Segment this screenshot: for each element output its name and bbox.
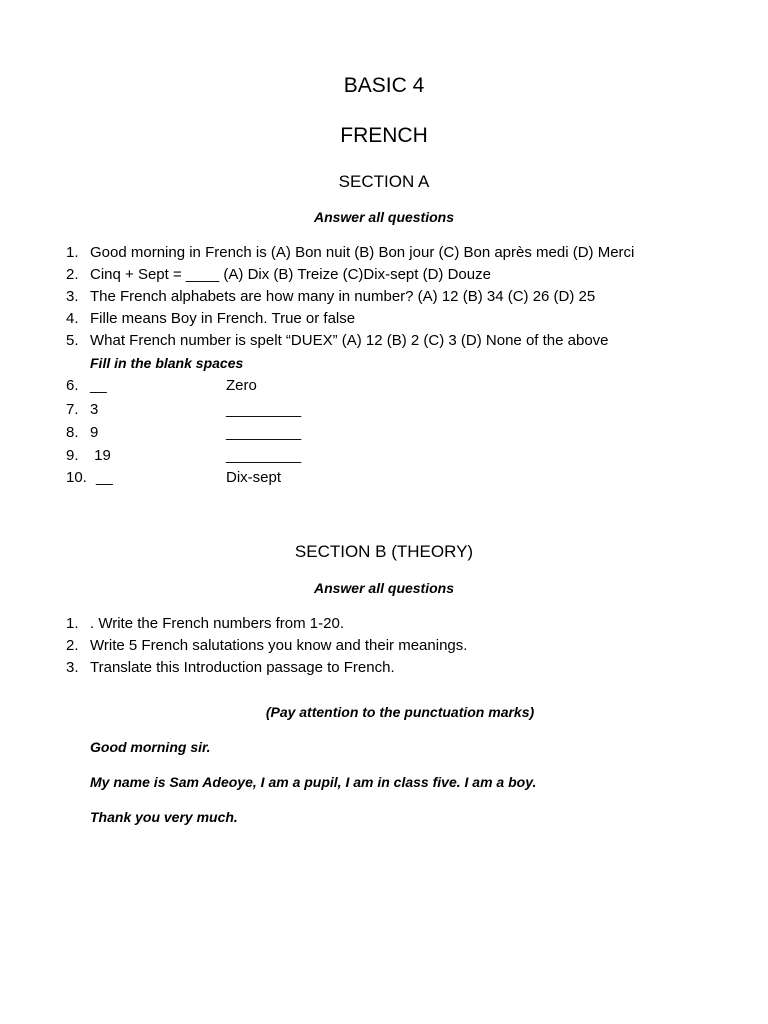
question-text: Cinq + Sept = ____ (A) Dix (B) Treize (C)Dix-sept (D) Douze: [90, 266, 491, 283]
fill-number-value: __: [96, 469, 113, 486]
section-b-title: SECTION B (THEORY): [294, 542, 474, 561]
fill-number-value: 9: [90, 424, 99, 441]
passage-line-2: My name is Sam Adeoye, I am a pupil, I am in class five. I am a boy.: [90, 774, 537, 790]
fill-word-value: Dix-sept: [226, 469, 282, 486]
question-number: 1.: [66, 244, 79, 261]
question-text: Fille means Boy in French. True or false: [90, 310, 356, 327]
question-number: 2.: [66, 266, 79, 283]
question-number: 5.: [66, 332, 79, 349]
fill-word-value: _________: [226, 401, 302, 418]
subject-title: FRENCH: [340, 124, 428, 147]
question-text: What French number is spelt “DUEX” (A) 12 (B) 2 (C) 3 (D) None of the above: [90, 332, 609, 349]
question-text: The French alphabets are how many in number? (A) 12 (B) 34 (C) 26 (D) 25: [90, 288, 596, 305]
section-a-instruction: Answer all questions: [313, 209, 455, 225]
question-text: Translate this Introduction passage to French.: [90, 659, 395, 676]
section-b-instruction: Answer all questions: [313, 580, 455, 596]
fill-word-value: _________: [226, 424, 302, 441]
fill-word-value: Zero: [226, 377, 257, 394]
question-number: 1.: [66, 615, 79, 632]
question-number: 3.: [66, 659, 79, 676]
fill-blanks-title: Fill in the blank spaces: [90, 355, 244, 371]
fill-number-value: 19: [90, 447, 111, 464]
section-a-title: SECTION A: [338, 172, 430, 191]
fill-number: 6.: [66, 377, 79, 394]
fill-number-value: 3: [90, 401, 99, 418]
passage-line-3: Thank you very much.: [90, 809, 238, 825]
fill-number: 10.: [66, 469, 87, 486]
question-number: 4.: [66, 310, 79, 327]
fill-number-value: __: [90, 377, 107, 394]
question-number: 2.: [66, 637, 79, 654]
question-text: Good morning in French is (A) Bon nuit (B) Bon jour (C) Bon après medi (D) Merci: [90, 244, 635, 261]
question-text: . Write the French numbers from 1-20.: [90, 615, 344, 632]
passage-line-1: Good morning sir.: [90, 739, 211, 755]
punctuation-note: (Pay attention to the punctuation marks): [265, 704, 535, 720]
fill-number: 7.: [66, 401, 79, 418]
fill-number: 9.: [66, 447, 79, 464]
class-title: BASIC 4: [343, 74, 425, 97]
fill-number: 8.: [66, 424, 79, 441]
question-number: 3.: [66, 288, 79, 305]
fill-word-value: _________: [226, 447, 302, 464]
question-text: Write 5 French salutations you know and their meanings.: [90, 637, 468, 654]
